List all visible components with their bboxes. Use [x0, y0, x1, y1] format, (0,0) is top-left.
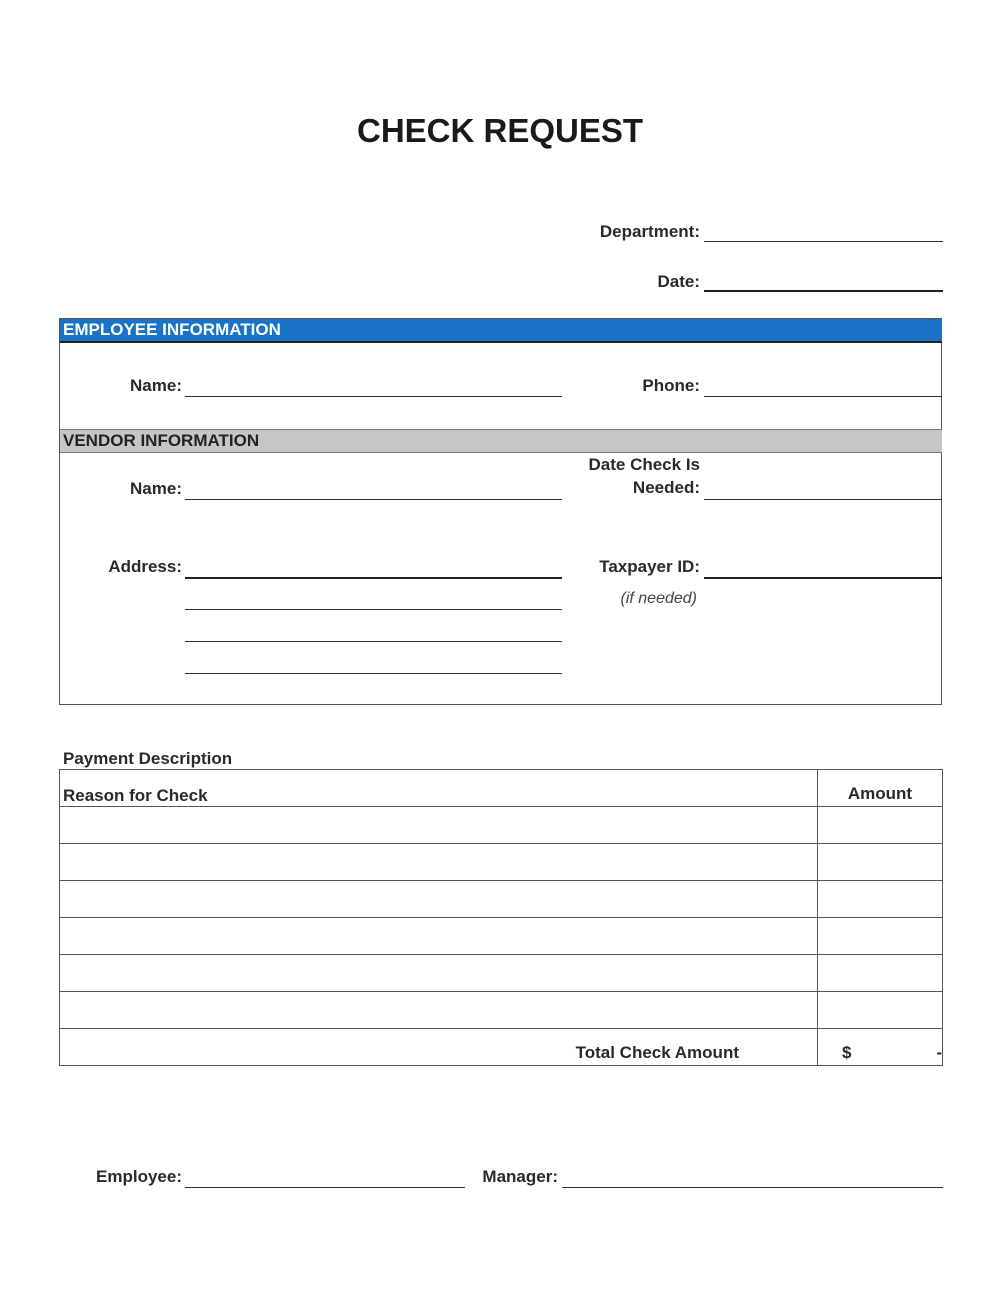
reason-for-check-header: Reason for Check [60, 770, 818, 807]
taxpayer-id-label: Taxpayer ID: [599, 557, 700, 576]
reason-cell[interactable] [60, 918, 818, 955]
table-row [60, 881, 943, 918]
taxpayer-id-field[interactable] [704, 577, 942, 579]
amount-header: Amount [818, 770, 943, 807]
table-row [60, 807, 943, 844]
vendor-information-header [60, 429, 942, 453]
employee-information-heading: EMPLOYEE INFORMATION [63, 320, 281, 339]
vendor-address-line-4[interactable] [185, 673, 562, 674]
table-row [60, 844, 943, 881]
payment-description-label: Payment Description [63, 749, 233, 768]
date-check-needed-field[interactable] [704, 499, 942, 500]
department-field[interactable] [704, 241, 943, 242]
employee-phone-label: Phone: [642, 376, 700, 395]
employee-name-field[interactable] [185, 396, 562, 397]
reason-cell[interactable] [60, 992, 818, 1029]
reason-cell[interactable] [60, 881, 818, 918]
manager-signature-label: Manager: [482, 1167, 558, 1186]
employee-name-label: Name: [130, 376, 182, 395]
vendor-name-field[interactable] [185, 499, 562, 500]
vendor-information-heading: VENDOR INFORMATION [63, 431, 260, 450]
amount-cell[interactable] [818, 844, 943, 881]
table-row [60, 918, 943, 955]
reason-cell[interactable] [60, 807, 818, 844]
employee-signature-field[interactable] [185, 1187, 465, 1188]
table-row [60, 955, 943, 992]
page-title: CHECK REQUEST [356, 112, 644, 149]
employee-signature-label: Employee: [96, 1167, 182, 1186]
date-check-needed-label-line2: Needed: [632, 478, 700, 497]
vendor-address-label: Address: [108, 557, 182, 576]
amount-cell[interactable] [818, 807, 943, 844]
payment-table-header-row [60, 770, 943, 807]
amount-cell[interactable] [818, 918, 943, 955]
total-amount: - [936, 1043, 942, 1062]
vendor-name-label: Name: [130, 479, 182, 498]
date-label: Date: [657, 272, 700, 291]
total-check-amount-label: Total Check Amount [60, 1029, 818, 1066]
total-check-amount-value [818, 1029, 943, 1066]
date-check-needed-label-line1: Date Check Is [588, 455, 700, 474]
employee-information-header [60, 319, 942, 343]
vendor-address-line-3[interactable] [185, 641, 562, 642]
amount-cell[interactable] [818, 992, 943, 1029]
vendor-address-line-2[interactable] [185, 609, 562, 610]
table-row [60, 992, 943, 1029]
employee-phone-field[interactable] [704, 396, 942, 397]
vendor-address-line-1[interactable] [185, 577, 562, 579]
amount-cell[interactable] [818, 955, 943, 992]
amount-cell[interactable] [818, 881, 943, 918]
department-label: Department: [599, 222, 700, 241]
taxpayer-id-note: (if needed) [620, 590, 697, 607]
total-currency-symbol: $ [842, 1043, 852, 1062]
info-section-box [59, 318, 942, 705]
reason-cell[interactable] [60, 955, 818, 992]
total-row [60, 1029, 943, 1066]
manager-signature-field[interactable] [562, 1187, 943, 1188]
payment-table [59, 769, 943, 1066]
reason-cell[interactable] [60, 844, 818, 881]
date-field[interactable] [704, 290, 943, 292]
